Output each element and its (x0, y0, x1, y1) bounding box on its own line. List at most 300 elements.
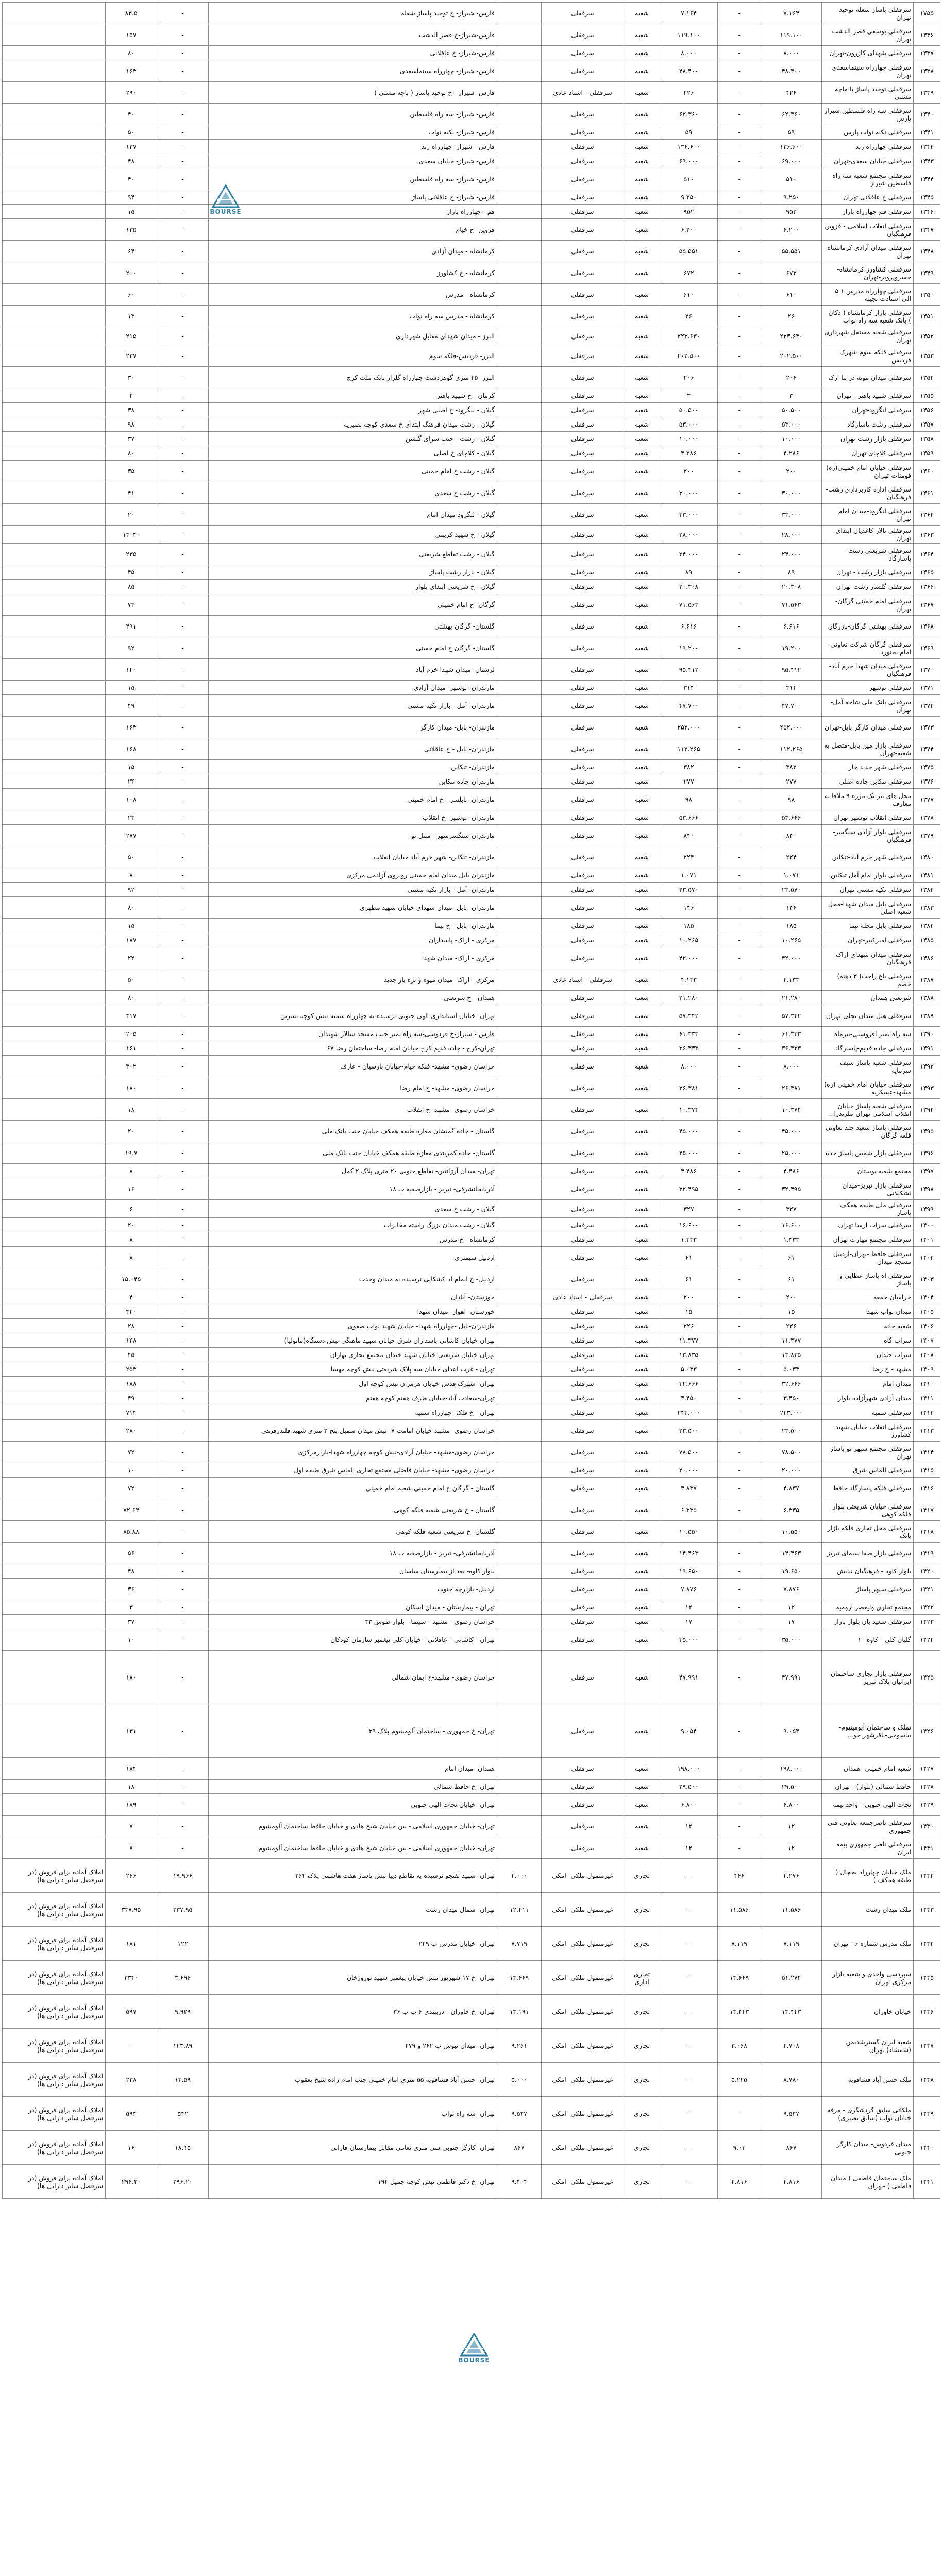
table-row (3, 104, 940, 125)
cell-address: مازندران- بابل - خ عاقلانی (209, 738, 497, 760)
cell-extra-value: - (157, 432, 209, 446)
cell-book-value: ۲۱۵ (106, 327, 157, 345)
cell-partial-area: - (718, 24, 761, 46)
cell-area: ۲۴.۰۰۰ (761, 544, 822, 565)
cell-address: گیلان - رشت میدان فرهنگ ابتدای خ سعدی کوچه نصیریه (209, 417, 497, 432)
cell-partial-area: ۹.۰۳ (718, 2131, 761, 2165)
cell-area: ۱۰.۳۷۴ (761, 1099, 822, 1121)
property-table (2, 2, 940, 2199)
cell-property-name: سرقفلی فلکه پاسارگاد حافظ (822, 1478, 914, 1499)
cell-note (3, 168, 106, 190)
cell-extra-value: ۱۸.۱۵ (157, 2131, 209, 2165)
cell-property-name: سرقفلی کلاچای تهران (822, 446, 914, 461)
table-row (3, 2063, 940, 2097)
cell-note (3, 1579, 106, 1600)
cell-area: ۱۰.۰۰۰ (761, 432, 822, 446)
cell-book-value: ۷۲ (106, 1442, 157, 1463)
cell-address: کرمانشاه - مدرس سه راه نواب (209, 306, 497, 327)
cell-usage-type: شعبه (624, 1348, 660, 1362)
cell-price: ۱۲.۴۱۱ (497, 1893, 542, 1927)
cell-address: لرستان- میدان شهدا خرم آباد (209, 659, 497, 681)
cell-usage-type: شعبه (624, 991, 660, 1005)
cell-share: - (660, 2029, 718, 2063)
cell-note (3, 154, 106, 168)
cell-partial-area: - (718, 241, 761, 262)
cell-row-number: ۱۳۸۲ (914, 883, 940, 897)
cell-price: ۹.۲۶۱ (497, 2029, 542, 2063)
cell-price (497, 367, 542, 388)
cell-ownership-type: سرقفلی (542, 868, 624, 883)
cell-area: ۱۶.۶۰۰ (761, 1218, 822, 1232)
cell-book-value: ۵۶ (106, 1543, 157, 1564)
cell-ownership-type: سرقفلی (542, 46, 624, 60)
cell-property-name: سرقفلی مجتمع شعبه سه راه فلسطین شیراز (822, 168, 914, 190)
cell-ownership-type: سرقفلی (542, 1142, 624, 1164)
cell-price (497, 1405, 542, 1420)
cell-property-name: سرقفلی باغ راحت( ۳ دهنه) خصم (822, 969, 914, 991)
cell-ownership-type: سرقفلی (542, 219, 624, 241)
cell-property-name: خراسان جمعه (822, 1290, 914, 1304)
cell-partial-area: - (718, 1005, 761, 1027)
cell-area: ۹.۲۵۰ (761, 190, 822, 205)
cell-area: ۷.۸۷۶ (761, 1579, 822, 1600)
cell-ownership-type: سرقفلی (542, 403, 624, 417)
cell-partial-area: - (718, 1200, 761, 1218)
cell-area: ۶۹.۰۰۰ (761, 154, 822, 168)
table-row (3, 504, 940, 526)
cell-address: تهران- کارگر جنوبی سی متری نعامی مقابل بیمارستان قارابی (209, 2131, 497, 2165)
cell-address: گرگان- خ امام خمینی (209, 594, 497, 616)
table-row (3, 681, 940, 695)
cell-ownership-type: سرقفلی (542, 1304, 624, 1319)
cell-share: ۶۱.۳۳۳ (660, 1027, 718, 1041)
cell-area: ۷.۱۶۴ (761, 3, 822, 24)
cell-row-number: ۱۴۰۰ (914, 1218, 940, 1232)
cell-row-number: ۱۳۳۹ (914, 82, 940, 104)
cell-share: - (660, 2131, 718, 2165)
cell-area: ۱۳۶.۶۰۰ (761, 140, 822, 154)
cell-usage-type: شعبه (624, 154, 660, 168)
cell-ownership-type: سرقفلی (542, 205, 624, 219)
cell-row-number: ۱۳۷۸ (914, 810, 940, 825)
cell-extra-value: ۱۹.۹۶۶ (157, 1859, 209, 1893)
cell-note: املاک آماده برای فروش (در سرفصل سایر دارایی ها) (3, 2131, 106, 2165)
cell-property-name: سرقفلی میدان آزادی کرمانشاه-تهران (822, 241, 914, 262)
cell-ownership-type: سرقفلی (542, 1218, 624, 1232)
cell-area: ۵۱۰ (761, 168, 822, 190)
cell-row-number: ۱۳۷۱ (914, 681, 940, 695)
cell-property-name: سرقفلی بابل میدان شهدا-محل شعبه اصلی (822, 897, 914, 919)
cell-ownership-type: سرقفلی - اسناد عادی (542, 82, 624, 104)
cell-ownership-type: سرقفلی (542, 846, 624, 868)
cell-extra-value: - (157, 219, 209, 241)
cell-price (497, 1543, 542, 1564)
table-row (3, 526, 940, 544)
cell-usage-type: شعبه (624, 504, 660, 526)
table-row (3, 1521, 940, 1543)
cell-share: ۱۹.۲۰۰ (660, 637, 718, 659)
cell-book-value: ۲۹۰ (106, 82, 157, 104)
cell-price (497, 1391, 542, 1405)
cell-note (3, 3, 106, 24)
table-row (3, 594, 940, 616)
cell-partial-area: - (718, 919, 761, 933)
cell-ownership-type: سرقفلی (542, 1629, 624, 1651)
cell-address: گیلان - رشت خ سعدی (209, 482, 497, 504)
table-row (3, 1304, 940, 1319)
cell-extra-value: - (157, 327, 209, 345)
cell-row-number: ۱۳۸۸ (914, 991, 940, 1005)
cell-row-number: ۱۴۱۴ (914, 1442, 940, 1463)
cell-property-name: بلوار کاوه - فرهنگیان نیایش (822, 1564, 914, 1579)
cell-area: ۶۲.۳۶۰ (761, 104, 822, 125)
cell-row-number: ۱۴۳۳ (914, 1893, 940, 1927)
cell-partial-area: - (718, 1615, 761, 1629)
table-row (3, 789, 940, 810)
cell-ownership-type: سرقفلی (542, 1543, 624, 1564)
cell-partial-area: ۴.۸۱۶ (718, 2165, 761, 2199)
cell-book-value: ۲۰ (106, 1121, 157, 1142)
cell-row-number: ۱۴۲۲ (914, 1600, 940, 1615)
cell-address: تهران - خ فلک- چهارراه سمیه (209, 1405, 497, 1420)
cell-row-number: ۱۴۱۰ (914, 1377, 940, 1391)
cell-book-value: ۸۵.۸۸ (106, 1521, 157, 1543)
cell-price (497, 219, 542, 241)
cell-partial-area: - (718, 969, 761, 991)
table-row (3, 1837, 940, 1859)
cell-partial-area: - (718, 482, 761, 504)
table-row (3, 417, 940, 432)
cell-property-name: سرقفلی ناصرجمعه تعاونی فنی جمهوری (822, 1816, 914, 1837)
cell-ownership-type: سرقفلی (542, 1651, 624, 1704)
cell-address: تهران- خ حافظ شمالی (209, 1780, 497, 1794)
cell-note (3, 125, 106, 140)
cell-extra-value: - (157, 637, 209, 659)
cell-row-number: ۱۴۱۵ (914, 1463, 940, 1478)
cell-row-number: ۱۳۴۱ (914, 125, 940, 140)
table-row (3, 3, 940, 24)
cell-partial-area: - (718, 1027, 761, 1041)
cell-price (497, 446, 542, 461)
cell-address: گیلان - رشت - جنب سرای گلشن (209, 432, 497, 446)
watermark-text: BOURSE (210, 208, 242, 215)
cell-book-value: ۱۰ (106, 1629, 157, 1651)
cell-book-value: ۱۸۰ (106, 1077, 157, 1099)
cell-price (497, 306, 542, 327)
cell-address: گیلان - خ شهید کریمی (209, 526, 497, 544)
cell-row-number: ۱۳۶۷ (914, 594, 940, 616)
cell-share: ۵۵.۵۵۱ (660, 241, 718, 262)
table-row (3, 125, 940, 140)
cell-share: ۱۰.۳۷۴ (660, 1099, 718, 1121)
cell-price (497, 695, 542, 717)
cell-partial-area: - (718, 1348, 761, 1362)
cell-note (3, 504, 106, 526)
cell-price (497, 504, 542, 526)
cell-address: مازندران-سنگسرشهر - منتل نو (209, 825, 497, 846)
cell-property-name: سرقفلی بابل محله نیما (822, 919, 914, 933)
cell-area: ۱۹.۶۵۰ (761, 1564, 822, 1579)
cell-price: ۹.۴۰۴ (497, 2165, 542, 2199)
table-row (3, 1442, 940, 1463)
cell-area: ۳۲.۶۶۶ (761, 1377, 822, 1391)
table-row (3, 1543, 940, 1564)
cell-book-value: ۱۳۰۳۰ (106, 526, 157, 544)
cell-address: البرز - میدان شهدای مقابل شهرداری (209, 327, 497, 345)
table-row (3, 616, 940, 637)
cell-usage-type: شعبه (624, 1521, 660, 1543)
cell-property-name: سرقفلی اداره کاربرداری رشت-فرهنگیان (822, 482, 914, 504)
cell-share: ۴۲.۰۰۰ (660, 947, 718, 969)
cell-usage-type: شعبه (624, 897, 660, 919)
cell-usage-type: شعبه (624, 1056, 660, 1077)
cell-book-value: ۴۵ (106, 565, 157, 580)
cell-usage-type: شعبه (624, 168, 660, 190)
cell-share: ۲۵.۰۰۰ (660, 1142, 718, 1164)
cell-address: مازندران- نوشهر- خ انقلاب (209, 810, 497, 825)
cell-partial-area: - (718, 1600, 761, 1615)
cell-share: ۶۱ (660, 1268, 718, 1290)
cell-address: گیلان - خ شریعتی ابتدای بلوار (209, 580, 497, 594)
cell-usage-type: شعبه (624, 1164, 660, 1178)
cell-address: تهران- خیابان استانداری الهی جنوبی-نرسیده به چهارراه سمیه-نبش کوچه تسرین (209, 1005, 497, 1027)
cell-share: ۶۲.۳۶۰ (660, 104, 718, 125)
cell-property-name: سرقفلی شریعتی رشت-پاسارگاد (822, 544, 914, 565)
cell-book-value: ۱۵ (106, 760, 157, 774)
cell-note (3, 1348, 106, 1362)
cell-partial-area: - (718, 810, 761, 825)
cell-ownership-type: سرقفلی (542, 1579, 624, 1600)
cell-partial-area: - (718, 388, 761, 403)
cell-note (3, 1442, 106, 1463)
table-row (3, 1200, 940, 1218)
cell-book-value: ۵۹۳ (106, 2097, 157, 2131)
cell-ownership-type: سرقفلی (542, 594, 624, 616)
cell-property-name: سرقفلی بازار شمس پاساژ جدید (822, 1142, 914, 1164)
cell-extra-value: - (157, 659, 209, 681)
cell-address: مازندران- تنکابن (209, 760, 497, 774)
cell-note (3, 1704, 106, 1758)
cell-share: ۴۵.۰۰۰ (660, 1121, 718, 1142)
cell-extra-value: - (157, 868, 209, 883)
cell-partial-area: - (718, 1521, 761, 1543)
cell-note (3, 1005, 106, 1027)
cell-book-value: ۲۶۶ (106, 1859, 157, 1893)
cell-area: ۴۸.۴۰۰ (761, 60, 822, 82)
cell-partial-area: - (718, 284, 761, 306)
cell-share: ۱۷ (660, 1615, 718, 1629)
cell-property-name: گلبان کلی - کاوه ۱۰ (822, 1629, 914, 1651)
cell-area: ۳۲۷ (761, 1200, 822, 1218)
cell-partial-area: - (718, 1629, 761, 1651)
cell-book-value: ۲۹۶.۲۰ (106, 2165, 157, 2199)
cell-price (497, 681, 542, 695)
cell-area: ۲۰۰ (761, 461, 822, 482)
cell-usage-type: شعبه (624, 1142, 660, 1164)
cell-note (3, 1268, 106, 1290)
cell-property-name: سرقفلی سراب ارسا تهران (822, 1218, 914, 1232)
cell-row-number: ۱۳۹۶ (914, 1142, 940, 1164)
cell-usage-type: شعبه (624, 1629, 660, 1651)
cell-share: ۴.۴۸۶ (660, 1164, 718, 1178)
cell-partial-area: - (718, 367, 761, 388)
cell-usage-type: شعبه (624, 367, 660, 388)
cell-ownership-type: سرقفلی - اسناد عادی (542, 969, 624, 991)
cell-book-value: ۷۲.۶۴ (106, 1499, 157, 1521)
cell-price (497, 1499, 542, 1521)
cell-property-name: سرقفلی پاساژ سعید جلد تعاونی قلعه گرگان (822, 1121, 914, 1142)
cell-ownership-type: سرقفلی (542, 1615, 624, 1629)
cell-partial-area: - (718, 526, 761, 544)
cell-ownership-type: غیرمتمول ملکی -امکی (542, 2165, 624, 2199)
cell-note (3, 637, 106, 659)
cell-area: ۱.۳۳۳ (761, 1232, 822, 1247)
cell-extra-value: - (157, 367, 209, 388)
cell-price (497, 991, 542, 1005)
cell-extra-value: - (157, 580, 209, 594)
cell-partial-area: - (718, 461, 761, 482)
cell-row-number: ۱۳۸۰ (914, 846, 940, 868)
cell-price (497, 327, 542, 345)
cell-ownership-type: سرقفلی (542, 388, 624, 403)
cell-property-name: مشهد - خ رضا (822, 1362, 914, 1377)
cell-address: خراسان رضوی- مشهد-خ ایمان شمالی (209, 1651, 497, 1704)
cell-share: ۶۱۰ (660, 284, 718, 306)
cell-partial-area: ۱۳.۶۶۹ (718, 1961, 761, 1995)
cell-note (3, 1377, 106, 1391)
cell-extra-value: - (157, 1348, 209, 1362)
cell-ownership-type: سرقفلی (542, 1232, 624, 1247)
cell-share: ۱.۳۳۳ (660, 1232, 718, 1247)
cell-property-name: سرقفلی یوسفی قصر الدشت تهران (822, 24, 914, 46)
cell-area: ۴.۸۳۷ (761, 1478, 822, 1499)
cell-partial-area: ۱۳.۴۴۳ (718, 1995, 761, 2029)
cell-property-name: سرقفلی تالار کاغدیان ابتدای تهران (822, 526, 914, 544)
cell-ownership-type: سرقفلی (542, 432, 624, 446)
cell-price (497, 1348, 542, 1362)
cell-partial-area: - (718, 1405, 761, 1420)
cell-row-number: ۱۳۶۲ (914, 504, 940, 526)
cell-extra-value: - (157, 1615, 209, 1629)
cell-share: ۵۰.۵۰۰ (660, 403, 718, 417)
cell-note (3, 1837, 106, 1859)
cell-book-value: ۱۸۸ (106, 1377, 157, 1391)
cell-property-name: سرقفلی شهر خرم آباد-تنکابن (822, 846, 914, 868)
table-row (3, 1961, 940, 1995)
cell-ownership-type: سرقفلی (542, 1268, 624, 1290)
cell-price (497, 526, 542, 544)
cell-area: ۱۹۸.۰۰۰ (761, 1758, 822, 1780)
cell-address: فارس- شیراز - خ توحید پاساژ ( باچه مشتی ) (209, 82, 497, 104)
cell-ownership-type: سرقفلی (542, 104, 624, 125)
cell-usage-type: تجاری (624, 2063, 660, 2097)
table-row (3, 154, 940, 168)
cell-area: ۲۸.۰۰۰ (761, 526, 822, 544)
cell-partial-area: - (718, 1099, 761, 1121)
cell-row-number: ۱۴۳۰ (914, 1816, 940, 1837)
cell-note (3, 738, 106, 760)
cell-book-value: ۱۵ (106, 919, 157, 933)
table-row (3, 345, 940, 367)
cell-address: گیلان - کلاچای خ اصلی (209, 446, 497, 461)
table-row (3, 1499, 940, 1521)
cell-note (3, 969, 106, 991)
cell-ownership-type: سرقفلی (542, 774, 624, 789)
cell-partial-area: - (718, 1304, 761, 1319)
cell-area: ۳۲.۴۹۵ (761, 1178, 822, 1200)
cell-usage-type: شعبه (624, 284, 660, 306)
table-row (3, 1362, 940, 1377)
cell-extra-value: - (157, 1056, 209, 1077)
cell-note (3, 1041, 106, 1056)
cell-row-number: ۱۴۰۳ (914, 1268, 940, 1290)
cell-row-number: ۱۳۸۶ (914, 947, 940, 969)
cell-area: ۸۴۰ (761, 825, 822, 846)
cell-ownership-type: سرقفلی (542, 417, 624, 432)
cell-row-number: ۱۳۵۲ (914, 327, 940, 345)
cell-partial-area: - (718, 1837, 761, 1859)
cell-address: گلستان - جاده گمیشان مغازه طبقه همکف خیابان جنب بانک ملی (209, 1121, 497, 1142)
cell-address: قزوین- خ خیام (209, 219, 497, 241)
table-row (3, 388, 940, 403)
cell-partial-area: - (718, 1268, 761, 1290)
cell-price (497, 24, 542, 46)
cell-property-name: سرقفلی تکیه مشتی-تهران (822, 883, 914, 897)
cell-usage-type: شعبه (624, 388, 660, 403)
cell-book-value: ۵۰ (106, 969, 157, 991)
cell-area: ۹۵۲ (761, 205, 822, 219)
cell-usage-type: شعبه (624, 580, 660, 594)
cell-note (3, 1200, 106, 1218)
cell-price (497, 241, 542, 262)
cell-area: ۶۱۰ (761, 284, 822, 306)
cell-usage-type: شعبه (624, 717, 660, 738)
cell-book-value: ۸۰ (106, 46, 157, 60)
cell-note (3, 1056, 106, 1077)
cell-usage-type: شعبه (624, 738, 660, 760)
cell-address: خراسان رضوی- مشهد- خیابان فاضلی مجتمع تجاری الماس شرق طبقه اول (209, 1463, 497, 1478)
cell-share: ۱۸۵ (660, 919, 718, 933)
cell-share: ۳۵.۰۰۰ (660, 1629, 718, 1651)
cell-price (497, 1056, 542, 1077)
cell-extra-value: - (157, 1521, 209, 1543)
cell-note (3, 1290, 106, 1304)
cell-property-name: حافظ شمالی (بلوار) - تهران (822, 1780, 914, 1794)
cell-share: ۱۰.۲۶۵ (660, 933, 718, 947)
cell-usage-type: شعبه (624, 760, 660, 774)
cell-area: ۹.۵۴۷ (761, 2097, 822, 2131)
cell-share: ۲۱.۲۸۰ (660, 991, 718, 1005)
cell-address: فارس - شیراز-خ فردوسی-سه راه نمیر جنب مسجد سالار شهیدان (209, 1027, 497, 1041)
cell-share: ۲۹.۵۰۰ (660, 1780, 718, 1794)
cell-area: ۱۴.۴۶۳ (761, 1543, 822, 1564)
cell-property-name: سرقفلی امیرکبیر-تهران (822, 933, 914, 947)
cell-share: ۴۷.۷۰۰ (660, 695, 718, 717)
cell-book-value: ۲۳۵ (106, 544, 157, 565)
cell-price (497, 1629, 542, 1651)
cell-property-name: سرقفلی نوشهر (822, 681, 914, 695)
cell-usage-type: شعبه (624, 446, 660, 461)
cell-row-number: ۱۴۰۸ (914, 1348, 940, 1362)
cell-price (497, 1420, 542, 1442)
cell-extra-value: - (157, 1629, 209, 1651)
cell-price (497, 82, 542, 104)
cell-address: فارس- شیراز- خ عاقلانی پاساژ (209, 190, 497, 205)
table-row (3, 367, 940, 388)
table-row (3, 1099, 940, 1121)
cell-address: مازندران- بابلسر - خ امام خمینی (209, 789, 497, 810)
cell-address: مازندران بابل میدان امام خمینی روبروی آزادمی مرکزی (209, 868, 497, 883)
